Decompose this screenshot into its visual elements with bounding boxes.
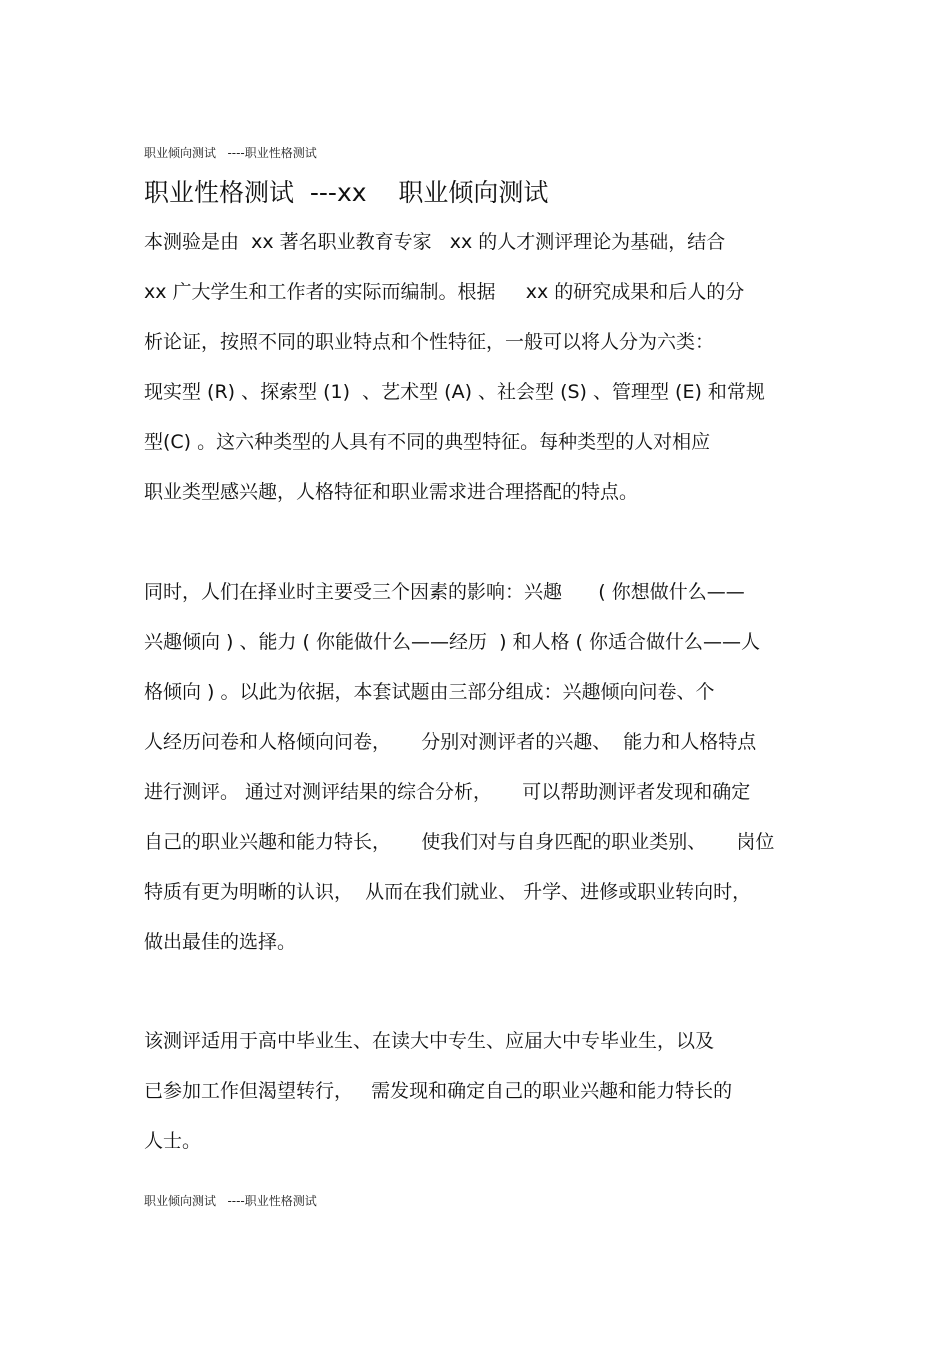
paragraph-line: 人经历问卷和人格倾向问卷， 分别对测评者的兴趣、 能力和人格特点 [144, 731, 757, 753]
paragraph-line: 已参加工作但渴望转行， 需发现和确定自己的职业兴趣和能力特长的 [144, 1080, 733, 1102]
paragraph-line: 该测评适用于高中毕业生、在读大中专生、应届大中专毕业生，以及 [144, 1030, 715, 1052]
paragraph-line: 人士。 [144, 1130, 202, 1152]
paragraph-line: 格倾向 ) 。以此为依据，本套试题由三部分组成：兴趣倾向问卷、个 [144, 681, 715, 703]
paragraph-line: 做出最佳的选择。 [144, 931, 297, 953]
paragraph-line: 进行测评。 通过对测评结果的综合分析， 可以帮助测评者发现和确定 [144, 781, 751, 803]
paragraph-line: 现实型 (R) 、探索型 (1) 、艺术型 (A) 、社会型 (S) 、管理型 (E) 和常规 [144, 381, 765, 403]
paragraph-line: 兴趣倾向 ) 、能力 ( 你能做什么——经历 ) 和人格 ( 你适合做什么——人 [144, 631, 761, 653]
running-footer: 职业倾向测试 ----职业性格测试 [144, 1194, 317, 1208]
paragraph-line: 同时，人们在择业时主要受三个因素的影响：兴趣 ( 你想做什么—— [144, 581, 745, 603]
paragraph-line: 特质有更为明晰的认识， 从而在我们就业、 升学、进修或职业转向时， [144, 881, 752, 903]
paragraph-line: 本测验是由 xx 著名职业教育专家 xx 的人才测评理论为基础，结合 [144, 231, 726, 253]
running-header: 职业倾向测试 ----职业性格测试 [144, 146, 317, 160]
document-title: 职业性格测试 ---xx 职业倾向测试 [144, 178, 549, 207]
paragraph-line: 职业类型感兴趣，人格特征和职业需求进合理搭配的特点。 [144, 481, 639, 503]
paragraph-line: xx 广大学生和工作者的实际而编制。根据 xx 的研究成果和后人的分 [144, 281, 745, 303]
paragraph-line: 型(C) 。这六种类型的人具有不同的典型特征。每种类型的人对相应 [144, 431, 711, 453]
paragraph-line: 析论证，按照不同的职业特点和个性特征，一般可以将人分为六类： [144, 331, 715, 353]
paragraph-line: 自己的职业兴趣和能力特长， 使我们对与自身匹配的职业类别、 岗位 [144, 831, 775, 853]
